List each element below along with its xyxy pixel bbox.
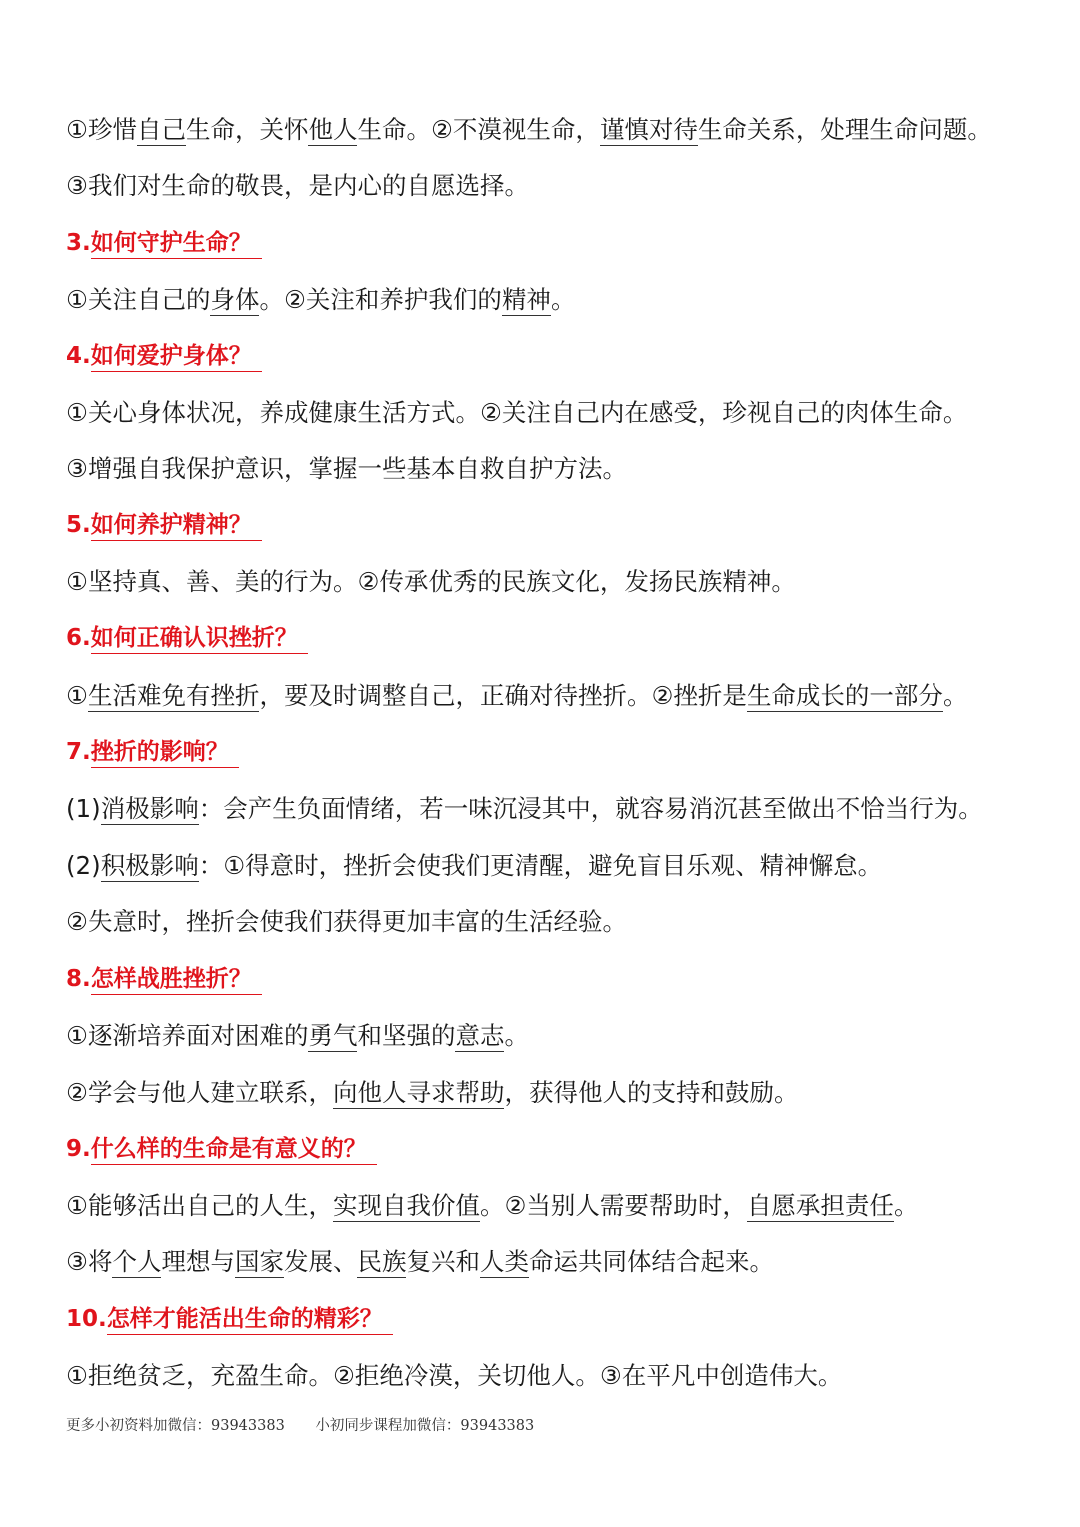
text-segment: 理想与 (161, 1247, 235, 1276)
footer-wechat-materials: 更多小初资料加微信：93943383 (66, 1418, 285, 1434)
text-segment: 。 (504, 1021, 529, 1050)
text-segment: 生命关系，处理生命问题。 (697, 115, 992, 144)
text-segment: ③将 (66, 1247, 113, 1276)
text-segment: 和坚强的 (357, 1021, 456, 1050)
text-line (66, 848, 1060, 884)
section-heading (66, 339, 262, 373)
text-segment: 。 (893, 1191, 919, 1220)
underlined-keyword: 勇气 (308, 1021, 358, 1050)
text-segment: 命运共同体结合起来。 (528, 1247, 774, 1276)
text-segment: ①拒绝贫乏，充盈生命。②拒绝冷漠，关切他人。③在平凡中创造伟大。 (66, 1361, 843, 1390)
underlined-keyword: 实现自我价值 (332, 1191, 480, 1220)
heading-question: 如何爱护身体？ (91, 343, 262, 372)
underlined-keyword: 自己 (136, 115, 186, 144)
text-segment: (2) (66, 851, 101, 880)
text-line (66, 112, 1060, 148)
section-heading (66, 621, 308, 655)
heading-question: 如何养护精神？ (91, 512, 262, 541)
footer-wechat-courses: 小初同步课程加微信：93943383 (315, 1418, 535, 1434)
underlined-keyword: 向他人寻求帮助 (332, 1078, 505, 1107)
underlined-keyword: 生活难免有挫折 (87, 681, 260, 710)
text-segment: ①关注自己的 (66, 285, 211, 314)
text-line (66, 395, 1060, 431)
text-segment: 发展、 (283, 1247, 358, 1276)
underlined-keyword: 国家 (234, 1247, 284, 1276)
text-line (66, 1244, 1060, 1280)
underlined-keyword: 生命成长的一部分 (746, 681, 943, 710)
text-line (66, 904, 1060, 940)
text-segment: 。②当别人需要帮助时， (479, 1191, 747, 1220)
text-segment: ：①得意时，挫折会使我们更清醒，避免盲目乐观、精神懈怠。 (198, 851, 883, 880)
heading-number: 6. (66, 625, 91, 651)
heading-number: 10. (66, 1306, 107, 1332)
underlined-keyword: 人类 (479, 1247, 529, 1276)
text-segment: 复兴和 (406, 1247, 480, 1276)
text-segment: ① (66, 681, 88, 710)
text-segment: ①坚持真、善、美的行为。②传承优秀的民族文化，发扬民族精神。 (66, 567, 796, 596)
text-line (66, 678, 1060, 714)
section-heading (66, 962, 262, 996)
section-heading (66, 1132, 377, 1166)
heading-question: 怎样战胜挫折？ (91, 966, 262, 995)
section-heading (66, 226, 262, 260)
text-segment: 生命，关怀 (185, 115, 309, 144)
text-segment: ①关心身体状况，养成健康生活方式。②关注自己内在感受，珍视自己的肉体生命。 (66, 398, 968, 427)
underlined-keyword: 精神 (501, 285, 551, 314)
text-segment: ①能够活出自己的人生， (66, 1191, 333, 1220)
text-segment: 。 (550, 285, 576, 314)
heading-number: 5. (66, 512, 91, 538)
text-line (66, 1358, 1060, 1394)
heading-question: 如何守护生命？ (91, 230, 262, 259)
text-segment: ①逐渐培养面对困难的 (66, 1021, 309, 1050)
heading-question: 如何正确认识挫折？ (91, 625, 308, 654)
underlined-keyword: 消极影响 (100, 794, 199, 823)
heading-question: 怎样才能活出生命的精彩？ (107, 1306, 393, 1335)
text-segment: (1) (66, 794, 101, 823)
underlined-keyword: 自愿承担责任 (746, 1191, 894, 1220)
text-line (66, 451, 1060, 487)
text-line (66, 168, 1060, 204)
text-segment: ③增强自我保护意识，掌握一些基本自救自护方法。 (66, 454, 627, 483)
text-segment: 。②关注和养护我们的 (259, 285, 502, 314)
underlined-keyword: 民族 (357, 1247, 407, 1276)
underlined-keyword: 身体 (210, 285, 260, 314)
text-segment: ①珍惜 (66, 115, 137, 144)
text-line (66, 1018, 1060, 1054)
text-segment: ②学会与他人建立联系， (66, 1078, 333, 1107)
heading-number: 8. (66, 966, 91, 992)
underlined-keyword: 个人 (112, 1247, 162, 1276)
text-segment: ③我们对生命的敬畏，是内心的自愿选择。 (66, 171, 529, 200)
heading-number: 9. (66, 1136, 91, 1162)
text-segment: ②失意时，挫折会使我们获得更加丰富的生活经验。 (66, 907, 627, 936)
text-line (66, 1188, 1060, 1224)
heading-number: 3. (66, 230, 91, 256)
section-heading (66, 508, 262, 542)
text-line (66, 791, 1060, 827)
heading-number: 7. (66, 739, 91, 765)
underlined-keyword: 他人 (308, 115, 358, 144)
heading-question: 什么样的生命是有意义的？ (91, 1136, 377, 1165)
section-heading (66, 735, 239, 769)
text-segment: 。 (942, 681, 968, 710)
underlined-keyword: 积极影响 (100, 851, 199, 880)
heading-question: 挫折的影响？ (91, 739, 239, 768)
section-heading (66, 1302, 393, 1336)
text-line (66, 564, 1060, 600)
heading-number: 4. (66, 343, 91, 369)
text-line (66, 282, 1060, 318)
text-segment: ，要及时调整自己，正确对待挫折。②挫折是 (259, 681, 747, 710)
text-segment: 生命。②不漠视生命， (357, 115, 600, 144)
text-segment: ：会产生负面情绪，若一味沉浸其中，就容易消沉甚至做出不恰当行为。 (198, 794, 983, 823)
text-line (66, 1075, 1060, 1111)
text-segment: ，获得他人的支持和鼓励。 (504, 1078, 799, 1107)
underlined-keyword: 意志 (455, 1021, 505, 1050)
underlined-keyword: 谨慎对待 (599, 115, 698, 144)
footer (66, 1414, 560, 1435)
